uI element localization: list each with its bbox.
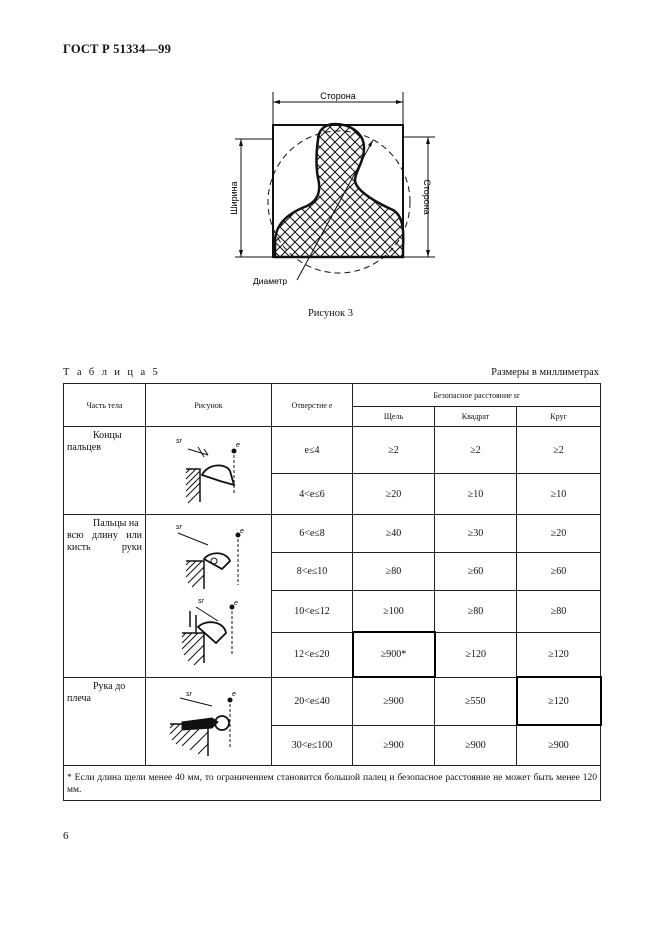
square-cell: ≥550 — [435, 677, 517, 725]
svg-text:sr: sr — [176, 438, 182, 445]
circle-cell: ≥20 — [517, 515, 601, 553]
opening-cell: e≤4 — [272, 427, 353, 474]
header-safe-distance: Безопасное расстояние sr — [353, 384, 601, 407]
svg-text:sr: sr — [176, 524, 182, 531]
opening-cell: 20<e≤40 — [272, 677, 353, 725]
slot-cell: ≥80 — [353, 553, 435, 591]
slot-cell: ≥2 — [353, 427, 435, 474]
opening-cell: 10<e≤12 — [272, 591, 353, 633]
circle-cell: ≥120 — [517, 632, 601, 677]
body-part-arm-shoulder: Рука до плеча — [64, 677, 146, 766]
slot-cell: ≥100 — [353, 591, 435, 633]
side-top-label: Сторона — [320, 91, 356, 101]
square-cell: ≥120 — [435, 632, 517, 677]
finger-hand-diagram — [146, 515, 270, 673]
circle-cell: ≥80 — [517, 591, 601, 633]
side-right-label: Сторона — [422, 179, 432, 215]
circle-cell: ≥60 — [517, 553, 601, 591]
width-label: Ширина — [229, 181, 239, 215]
opening-cell: 6<e≤8 — [272, 515, 353, 553]
square-cell: ≥60 — [435, 553, 517, 591]
opening-cell: 30<e≤100 — [272, 725, 353, 766]
svg-text:e: e — [234, 600, 238, 607]
table-row — [64, 677, 601, 725]
diameter-label: Диаметр — [253, 276, 288, 286]
header-body-part: Часть тела — [64, 384, 146, 427]
slot-cell: ≥20 — [353, 474, 435, 515]
table-row — [64, 427, 601, 474]
opening-cell: 8<e≤10 — [272, 553, 353, 591]
page-number: 6 — [63, 830, 69, 842]
table-row — [64, 515, 601, 553]
fingertip-picture — [146, 427, 272, 515]
square-cell: ≥900 — [435, 725, 517, 766]
header-slot: Щель — [353, 407, 435, 427]
document-header: ГОСТ Р 51334—99 — [63, 42, 172, 56]
svg-text:sr: sr — [198, 598, 204, 605]
header-opening: Отверстие e — [272, 384, 353, 427]
circle-cell: ≥900 — [517, 725, 601, 766]
circle-cell: ≥10 — [517, 474, 601, 515]
fingertip-diagram — [146, 427, 270, 507]
header-circle: Круг — [517, 407, 601, 427]
svg-text:e: e — [232, 690, 236, 698]
arm-picture — [146, 677, 272, 766]
figure-3-diagram — [225, 82, 455, 292]
opening-cell: 12<e≤20 — [272, 632, 353, 677]
slot-cell-highlighted: ≥900* — [353, 632, 435, 677]
square-cell: ≥80 — [435, 591, 517, 633]
finger-hand-picture — [146, 515, 272, 678]
square-cell: ≥30 — [435, 515, 517, 553]
slot-cell: ≥900 — [353, 725, 435, 766]
table-title: Т а б л и ц а 5 — [63, 367, 161, 378]
square-cell: ≥2 — [435, 427, 517, 474]
square-cell: ≥10 — [435, 474, 517, 515]
body-part-fingers-hand: Пальцы на всю длину или кисть руки — [64, 515, 146, 678]
opening-cell: 4<e≤6 — [272, 474, 353, 515]
circle-cell-highlighted: ≥120 — [517, 677, 601, 725]
slot-cell: ≥40 — [353, 515, 435, 553]
figure-caption: Рисунок 3 — [307, 308, 354, 319]
svg-text:sr: sr — [186, 690, 192, 698]
table-footnote: * Если длина щели менее 40 мм, то ограничением становится большой палец и безопасное расстояние не может быть менее 120 мм. — [64, 766, 601, 801]
header-picture: Рисунок — [146, 384, 272, 427]
slot-cell: ≥900 — [353, 677, 435, 725]
table-units: Размеры в миллиметрах — [491, 367, 599, 378]
svg-text:e: e — [236, 442, 240, 449]
body-part-fingertips: Концы пальцев — [64, 427, 146, 515]
safety-distance-table — [63, 383, 602, 801]
svg-text:e: e — [240, 528, 244, 535]
hatched-profile — [275, 124, 403, 257]
circle-cell: ≥2 — [517, 427, 601, 474]
arm-diagram — [146, 678, 270, 762]
header-square: Квадрат — [435, 407, 517, 427]
